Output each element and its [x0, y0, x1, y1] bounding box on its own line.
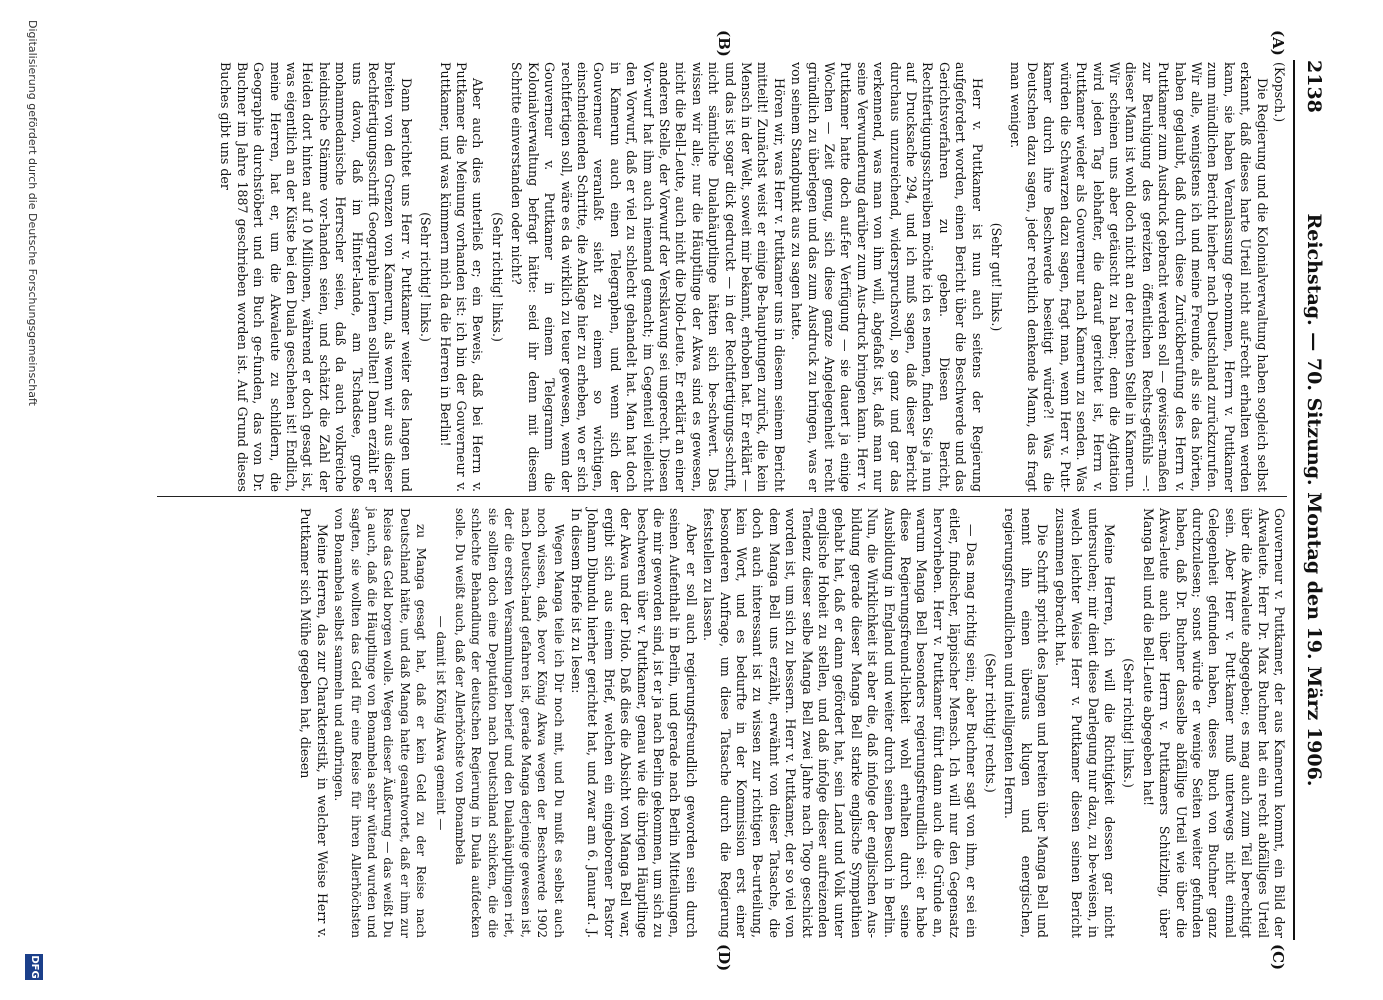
- margin-mark-d: (D): [715, 944, 733, 972]
- margin-mark-c: (C): [1269, 944, 1287, 971]
- paragraph: Herr v. Puttkamer ist nun auch seitens der Regierung aufgefordert worden, einen Bericht über die Beschwerde und das Gerichtsverfahren zu geben. Diesen Bericht, Rechtfertigungsschreiben möchte ich es nennen, finden Sie ja nun auf Drucksache 294, und ich muß sagen, daß dieser Bericht durchaus unzureichend, widerspruchsvoll, so ganz und gar das verkennend, was man von ihm will, abgefaßt ist, daß man nur seine Verwunderung darüber zum Aus-druck bringen kann. Herr v. Puttkamer hatte doch auf-fer Verfügung — sie dauert ja einige Wochen — Zeit genug, sich diese ganze Angelegenheit recht gründlich zu überlegen und das zum Ausdruck zu bringen, was er von seinem Standpunkt aus zu sagen hatte.: [789, 62, 985, 492]
- paragraph: Aber er soll auch regierungsfreundlich geworden sein durch seinen Aufenthalt in Berlin, und gerade nach Berlin Mitteilungen, die mir geworden sind, ist er ja nach Berlin gekommen, um sich zu beschweren über v. Puttkamer, genau wie die übrigen Häuptlinge der Akwa und der Dido. Daß dies die Absicht von Manga Bell war, ergibt sich aus einem Brief, welchen ein eingeborener Pastor Johann Dibundu hierher gerichtet hat, und zwar am 6. Januar d. J. In diesem Briefe ist zu lesen:: [568, 508, 699, 938]
- dfg-logo-icon: DFG: [25, 954, 43, 980]
- left-column: [216, 62, 1287, 492]
- paragraph: Meine Herren, das zur Charakteristik, in welcher Weise Herr v. Puttkamer sich Mühe gegeben hat, diesen: [298, 508, 330, 938]
- quote: zu Manga gesagt hat, daß er kein Geld zu der Reise nach Deutschland hätte, und daß Manga hatte geantwortet, daß er ihm zur Reise das Geld borgen wolle. Wegen dieser Äußerung — das weißt Du ja auch, daß die Häuptlinge von Bonambela sehr wütend wurden und sagten, sie wollten das Geld für eine Reise für ihren Allerhöchsten von Bonambela selbst sammeln und aufbringen.: [332, 508, 429, 938]
- footer-credit: Digitalisierung gefördert durch die Deutsche Forschungsgemeinschaft: [26, 20, 39, 406]
- paragraph: Hören wir, was Herr v. Puttkamer uns in diesem seinem Bericht mitteilt! Zunächst weist er einige Be-hauptungen zurück, die kein Mensch in der Welt, soweit mir bekannt, erhoben hat. Er erklärt — und das ist sogar dick gedruckt — in der Rechtfertigungs-schrift, nicht sämtliche Dualahäuptlinge hätten sich be-schwert. Das wissen wir alle; nur die Häuptlinge der Akwa sind es gewesen, nicht die Bell-Leute, auch nicht die Dido-Leute. Er erklärt an einer anderen Stelle, der Vorwurf der Versklavung sei ungerecht. Diesen Vor-wurf hat ihm auch niemand gemacht; im Gegenteil vielleicht den Vorwurf, daß er viel zu schlecht gehandelt hat. Man hat doch in Kamerun auch einen Telegraphen, und wenn sich der Gouverneur veranlaßt sieht zu einem so wichtigen, einschneidenden Schritte, die Anklage hier zu erheben, wo er sich rechtfertigen soll, wäre es da wirklich zu teuer gewesen, wenn der Gouverneur v. Puttkamer in einem Telegramm die Kolonialverwaltung befragt hätte: seid ihr denn mit diesem Schritte einverstanden oder nicht?: [509, 62, 787, 492]
- paragraph: Aber auch dies unterließ er; ein Beweis, daß bei Herrn v. Puttkamer die Meinung vorhanden ist: ich bin der Gouverneur v. Puttkamer, und was kümmern mich da die Herren in Berlin!: [437, 62, 486, 492]
- applause-note: (Sehr richtig! links.): [418, 212, 434, 342]
- page-number: 2138: [1303, 60, 1325, 113]
- header-rule: [1293, 60, 1295, 940]
- right-column: [296, 508, 1287, 938]
- paragraph: — Das mag richtig sein; aber Buchner sagt von ihm, er sei ein eitler, findischer, läppischer Mensch. Ich will nur den Gegensatz hervorheben. Herr v. Puttkamer führt dann auch die Gründe an, warum Manga Bell besonders regierungsfreundlich sei: er habe diese Regierungsfreund-lichkeit wohl erhalten durch seine Ausbildung in England und weiter durch seinen Besuch in Berlin. Nun, die Wirklichkeit ist aber die, daß infolge der englischen Aus-bildung gerade dieser Manga Bell starke englische Sympathien gehabt hat, daß er dann gefördert hat, sein Land und Volk unter englische Hoheit zu stellen, und daß infolge dieser aufreizenden Tendenz dieser selbe Manga Bell zwei Jahre nach Togo geschickt worden ist, um sich zu bessern. Herr v. Puttkamer, der so viel von dem Manga Bell uns erzählt, erwähnt von dieser Tatsache, die doch auch interessant ist zu wissen zur richtigen Be-urteilung, kein Wort, und es bedurfte in der Kommission erst einer besonderen Anfrage, um diese Tatsache durch die Regierung feststellen zu lassen.: [701, 508, 979, 938]
- paragraph: Die Schrift spricht des langen und breiten über Manga Bell und nennt ihn einen überaus klugen und energischen, regierungsfreundlichen und intelligenten Herrn.: [1002, 508, 1051, 938]
- page-header: [1297, 60, 1325, 940]
- paragraph: Die Regierung und die Kolonialverwaltung haben sogleich selbst erkannt, daß dieses harte Urteil nicht auf-recht erhalten werden kann, sie haben Veranlassung ge-nommen, Herrn v. Puttkamer zum mündlichen Bericht hierher nach Deutschland zurückzurufen. Wir alle, wenigstens ich und meine Freunde, als sie das hörten, haben geglaubt, daß durch diese Zurückberufung des Herrn v. Puttkamer zum Ausdruck gebracht werden soll — gewisser-maßen zur Beruhigung des gereizten öffentlichen Rechts-gefühls —: dieser Mann ist wohl doch nicht an der rechten Stelle in Kamerun. Wir scheinen uns aber getäuscht zu haben; denn die Agitation wird jeden Tag lebhafter, die darauf gerichtet ist, Herrn v. Puttkamer wieder als Gouverneur nach Kamerun zu senden. Was würden die Schwarzen dazu sagen, fragt man, wenn Herr v. Putt-kamer durch ihre Beschwerde beseitigt würde?! Was die Deutschen dazu sagen, jeder rechtlich denkende Mann, das fragt man weniger.: [1008, 62, 1270, 492]
- margin-mark-b: (B): [715, 30, 733, 57]
- paragraph: Dann berichtet uns Herr v. Puttkamer weiter des langen und breiten von den Grenzen von Kamerun, als wenn wir aus dieser Rechtfertigungsschrift Geographie lernen sollten! Dann erzählt er uns davon, daß im Hinter-lande, am Tschadsee, große mohammedanische Herrscher seien, daß da auch volkreiche heidnische Stämme vor-handen seien, und schätzt die Zahl der Heiden dort hinten auf 10 Millionen, während er doch gesagt ist, was eigentlich an der Küste bei den Duala geschehen ist! Endlich, meine Herren, hat er, um die Akwaleute zu schildern, die Geographie durchstöbert und ein Buch ge-funden, das von Dr. Buchner im Jahre 1887 geschrieben worden ist. Auf Grund dieses Buches gibt uns der: [218, 62, 414, 492]
- column-divider: [157, 496, 1287, 497]
- footer: [17, 20, 43, 980]
- applause-note: (Sehr gut! links.): [989, 222, 1005, 332]
- page-title: Reichstag. — 70. Sitzung. Montag den 19. März 1906.: [1303, 213, 1325, 787]
- quote: Wegen Manga teile ich Dir noch mit, und Du mußt es selbst auch noch wissen, daß, bevor König Akwa wegen der Beschwerde 1902 nach Deutsch-land gefahren ist, gerade Manga derjenige gewesen ist, der die ersten Versammlungen berief und den Dualahäuptlingen riet, sie sollten doch eine Deputation nach Deutschland schicken, die die schlechte Behandlung der deutschen Regierung in Duala aufdecken solle. Du weißt auch, daß der Allerhöchste von Bonambela: [453, 508, 566, 938]
- applause-note: (Sehr richtig! rechts.): [983, 653, 999, 793]
- quote-interjection: — damit ist König Akwa gemeint —: [433, 615, 448, 831]
- paragraph: Meine Herren, ich will die Richtigkeit dessen gar nicht untersuchen; mir dient diese Darlegung nur dazu, zu be-weisen, in welch leichter Weise Herr v. Puttkamer diesen seinen Bericht zusammen gebracht hat.: [1052, 508, 1117, 938]
- paragraph: Gouverneur v. Puttkamer, der aus Kamerun kommt, ein Bild der Akwaleute. Herr Dr. Max Buchner hat ein recht abfälliges Urteil über die Akwaleute abgegeben; es mag auch zum Teil berechtigt sein. Aber Herr v. Putt-kamer muß unterwegs nicht einmal Gelegenheit gefunden haben, dieses Buch von Buchner ganz durchzulesen; sonst würde er wenige Seiten weiter gefunden haben, daß Dr. Buchner dasselbe abfällige Urteil wie über die Akwa-leute auch über Herrn v. Puttkamers Schützling, über Manga Bell und die Bell-Leute abgegeben hat!: [1140, 508, 1287, 938]
- margin-mark-a: (A): [1269, 30, 1287, 56]
- speaker-tag: (Kopsch.): [1272, 62, 1287, 123]
- applause-note: (Sehr richtig! links.): [1121, 658, 1137, 788]
- applause-note: (Sehr richtig! links.): [489, 212, 505, 342]
